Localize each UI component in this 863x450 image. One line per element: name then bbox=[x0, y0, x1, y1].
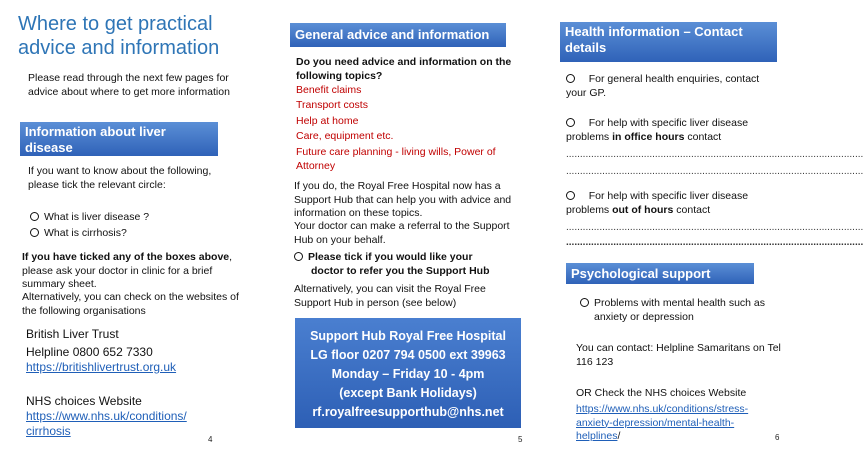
page-title bbox=[18, 12, 258, 60]
alternatively-text: Alternatively, you can check on the websites of the following organisations bbox=[22, 291, 239, 317]
support-hub-text: If you do, the Royal Free Hospital now has a Support Hub that can help you with advice and information on these topics. bbox=[294, 180, 512, 219]
support-hub-email[interactable]: rf.royalfreesupporthub@nhs.net bbox=[312, 405, 504, 419]
nhs-cirrhosis-link[interactable] bbox=[26, 409, 187, 439]
office-hours-bold: in office hours bbox=[612, 130, 685, 143]
helplines-link-line1: https://www.nhs.uk/conditions/stress- bbox=[576, 403, 749, 415]
or-check-text: OR Check the NHS choices Website bbox=[576, 387, 747, 399]
topic-item: Help at home bbox=[296, 115, 359, 127]
page-4 bbox=[0, 0, 262, 450]
nhs-cirrhosis-link-line2: cirrhosis bbox=[26, 424, 71, 438]
tick-circle-referral[interactable] bbox=[294, 252, 303, 261]
tick-circle-cirrhosis[interactable] bbox=[30, 228, 39, 237]
topic-item: Care, equipment etc. bbox=[296, 130, 394, 142]
referral-text: Your doctor can make a referral to the Support Hub on your behalf. bbox=[294, 220, 510, 246]
tick-circle-mental-health[interactable] bbox=[580, 298, 589, 307]
option-cirrhosis-label: What is cirrhosis? bbox=[44, 227, 127, 239]
psychological-support-heading: Psychological support bbox=[566, 263, 754, 284]
page-number: 5 bbox=[518, 435, 523, 444]
option-liver-disease bbox=[30, 211, 149, 225]
psych-item-label: Problems with mental health such as anxiety or depression bbox=[594, 297, 765, 323]
support-hub-contact-box bbox=[295, 318, 521, 428]
health-info-heading: Health information – Contact details bbox=[560, 22, 777, 62]
helplines-link-slash: / bbox=[617, 430, 621, 442]
support-hub-box-line2: LG floor 0207 794 0500 ext 39963 bbox=[310, 348, 506, 362]
out-of-hours-post: contact bbox=[673, 203, 711, 216]
ticked-instruction-rest: , please ask your doctor in clinic for a brief summary sheet. bbox=[22, 251, 233, 290]
topic-item: Future care planning - living wills, Power of Attorney bbox=[296, 146, 496, 172]
fill-in-line[interactable]: ........................................................................................................... bbox=[566, 166, 863, 177]
page-title-line2: advice and information bbox=[18, 37, 220, 59]
referral-tick-line2: doctor to refer you the Support Hub bbox=[311, 264, 490, 277]
contact-item-gp bbox=[566, 73, 776, 100]
fill-in-line[interactable]: ........................................................................................................... bbox=[566, 237, 863, 248]
contact-item-gp-label: For general health enquiries, contact your GP. bbox=[566, 73, 760, 99]
contact-item-office-hours bbox=[566, 117, 781, 144]
samaritans-helpline: You can contact: Helpline Samaritans on Tel 116 123 bbox=[576, 342, 781, 368]
org-helpline: Helpline 0800 652 7330 bbox=[26, 345, 153, 359]
psych-item bbox=[580, 297, 780, 324]
page-title-line1: Where to get practical bbox=[18, 13, 213, 35]
tick-circle-gp[interactable] bbox=[566, 74, 575, 83]
fill-in-line[interactable]: ........................................................................................................... bbox=[566, 222, 863, 233]
topics-question: Do you need advice and information on the following topics? bbox=[296, 56, 512, 82]
office-hours-pre: For help with specific liver disease problems bbox=[566, 117, 749, 143]
intro-text: Please read through the next few pages for advice about where to get more information bbox=[28, 72, 230, 98]
contact-item-out-of-hours bbox=[566, 190, 781, 217]
office-hours-post: contact bbox=[684, 130, 722, 143]
referral-tick-line1: Please tick if you would like your bbox=[308, 251, 473, 263]
topic-item: Benefit claims bbox=[296, 84, 362, 96]
out-of-hours-bold: out of hours bbox=[612, 203, 674, 216]
tick-prompt: If you want to know about the following, please tick the relevant circle: bbox=[28, 165, 212, 191]
org-nhs-choices: NHS choices Website bbox=[26, 394, 142, 408]
page-number: 4 bbox=[208, 435, 213, 444]
ticked-instruction-bold: If you have ticked any of the boxes above bbox=[22, 251, 230, 263]
fill-in-line[interactable]: ........................................................................................................... bbox=[566, 149, 863, 160]
page-number: 6 bbox=[775, 433, 780, 442]
liver-info-heading: Information about liver disease bbox=[20, 122, 218, 156]
support-hub-box-line3: Monday – Friday 10 - 4pm bbox=[331, 367, 485, 381]
tick-circle-out-of-hours[interactable] bbox=[566, 191, 575, 200]
org-british-liver-trust: British Liver Trust bbox=[26, 327, 119, 341]
ticked-instruction bbox=[22, 251, 247, 292]
general-advice-heading: General advice and information bbox=[290, 23, 506, 47]
page-6 bbox=[538, 0, 863, 450]
support-hub-box-line4: (except Bank Holidays) bbox=[339, 386, 477, 400]
referral-tick-option bbox=[294, 251, 490, 278]
support-hub-box-line1: Support Hub Royal Free Hospital bbox=[310, 329, 506, 343]
out-of-hours-pre: For help with specific liver disease problems bbox=[566, 190, 749, 216]
helplines-link-line3: helplines bbox=[576, 430, 618, 442]
page-5 bbox=[262, 0, 538, 450]
nhs-cirrhosis-link-line1: https://www.nhs.uk/conditions/ bbox=[26, 409, 187, 423]
mental-health-helplines-link[interactable] bbox=[576, 403, 791, 444]
helplines-link-line2: anxiety-depression/mental-health- bbox=[576, 416, 735, 429]
visit-text: Alternatively, you can visit the Royal Free Support Hub in person (see below) bbox=[294, 283, 486, 309]
option-liver-disease-label: What is liver disease ? bbox=[44, 211, 150, 223]
topic-item: Transport costs bbox=[296, 99, 368, 111]
british-liver-trust-link[interactable]: https://britishlivertrust.org.uk bbox=[26, 360, 177, 374]
tick-circle-office-hours[interactable] bbox=[566, 118, 575, 127]
tick-circle-liver-disease[interactable] bbox=[30, 212, 39, 221]
option-cirrhosis bbox=[30, 227, 127, 241]
